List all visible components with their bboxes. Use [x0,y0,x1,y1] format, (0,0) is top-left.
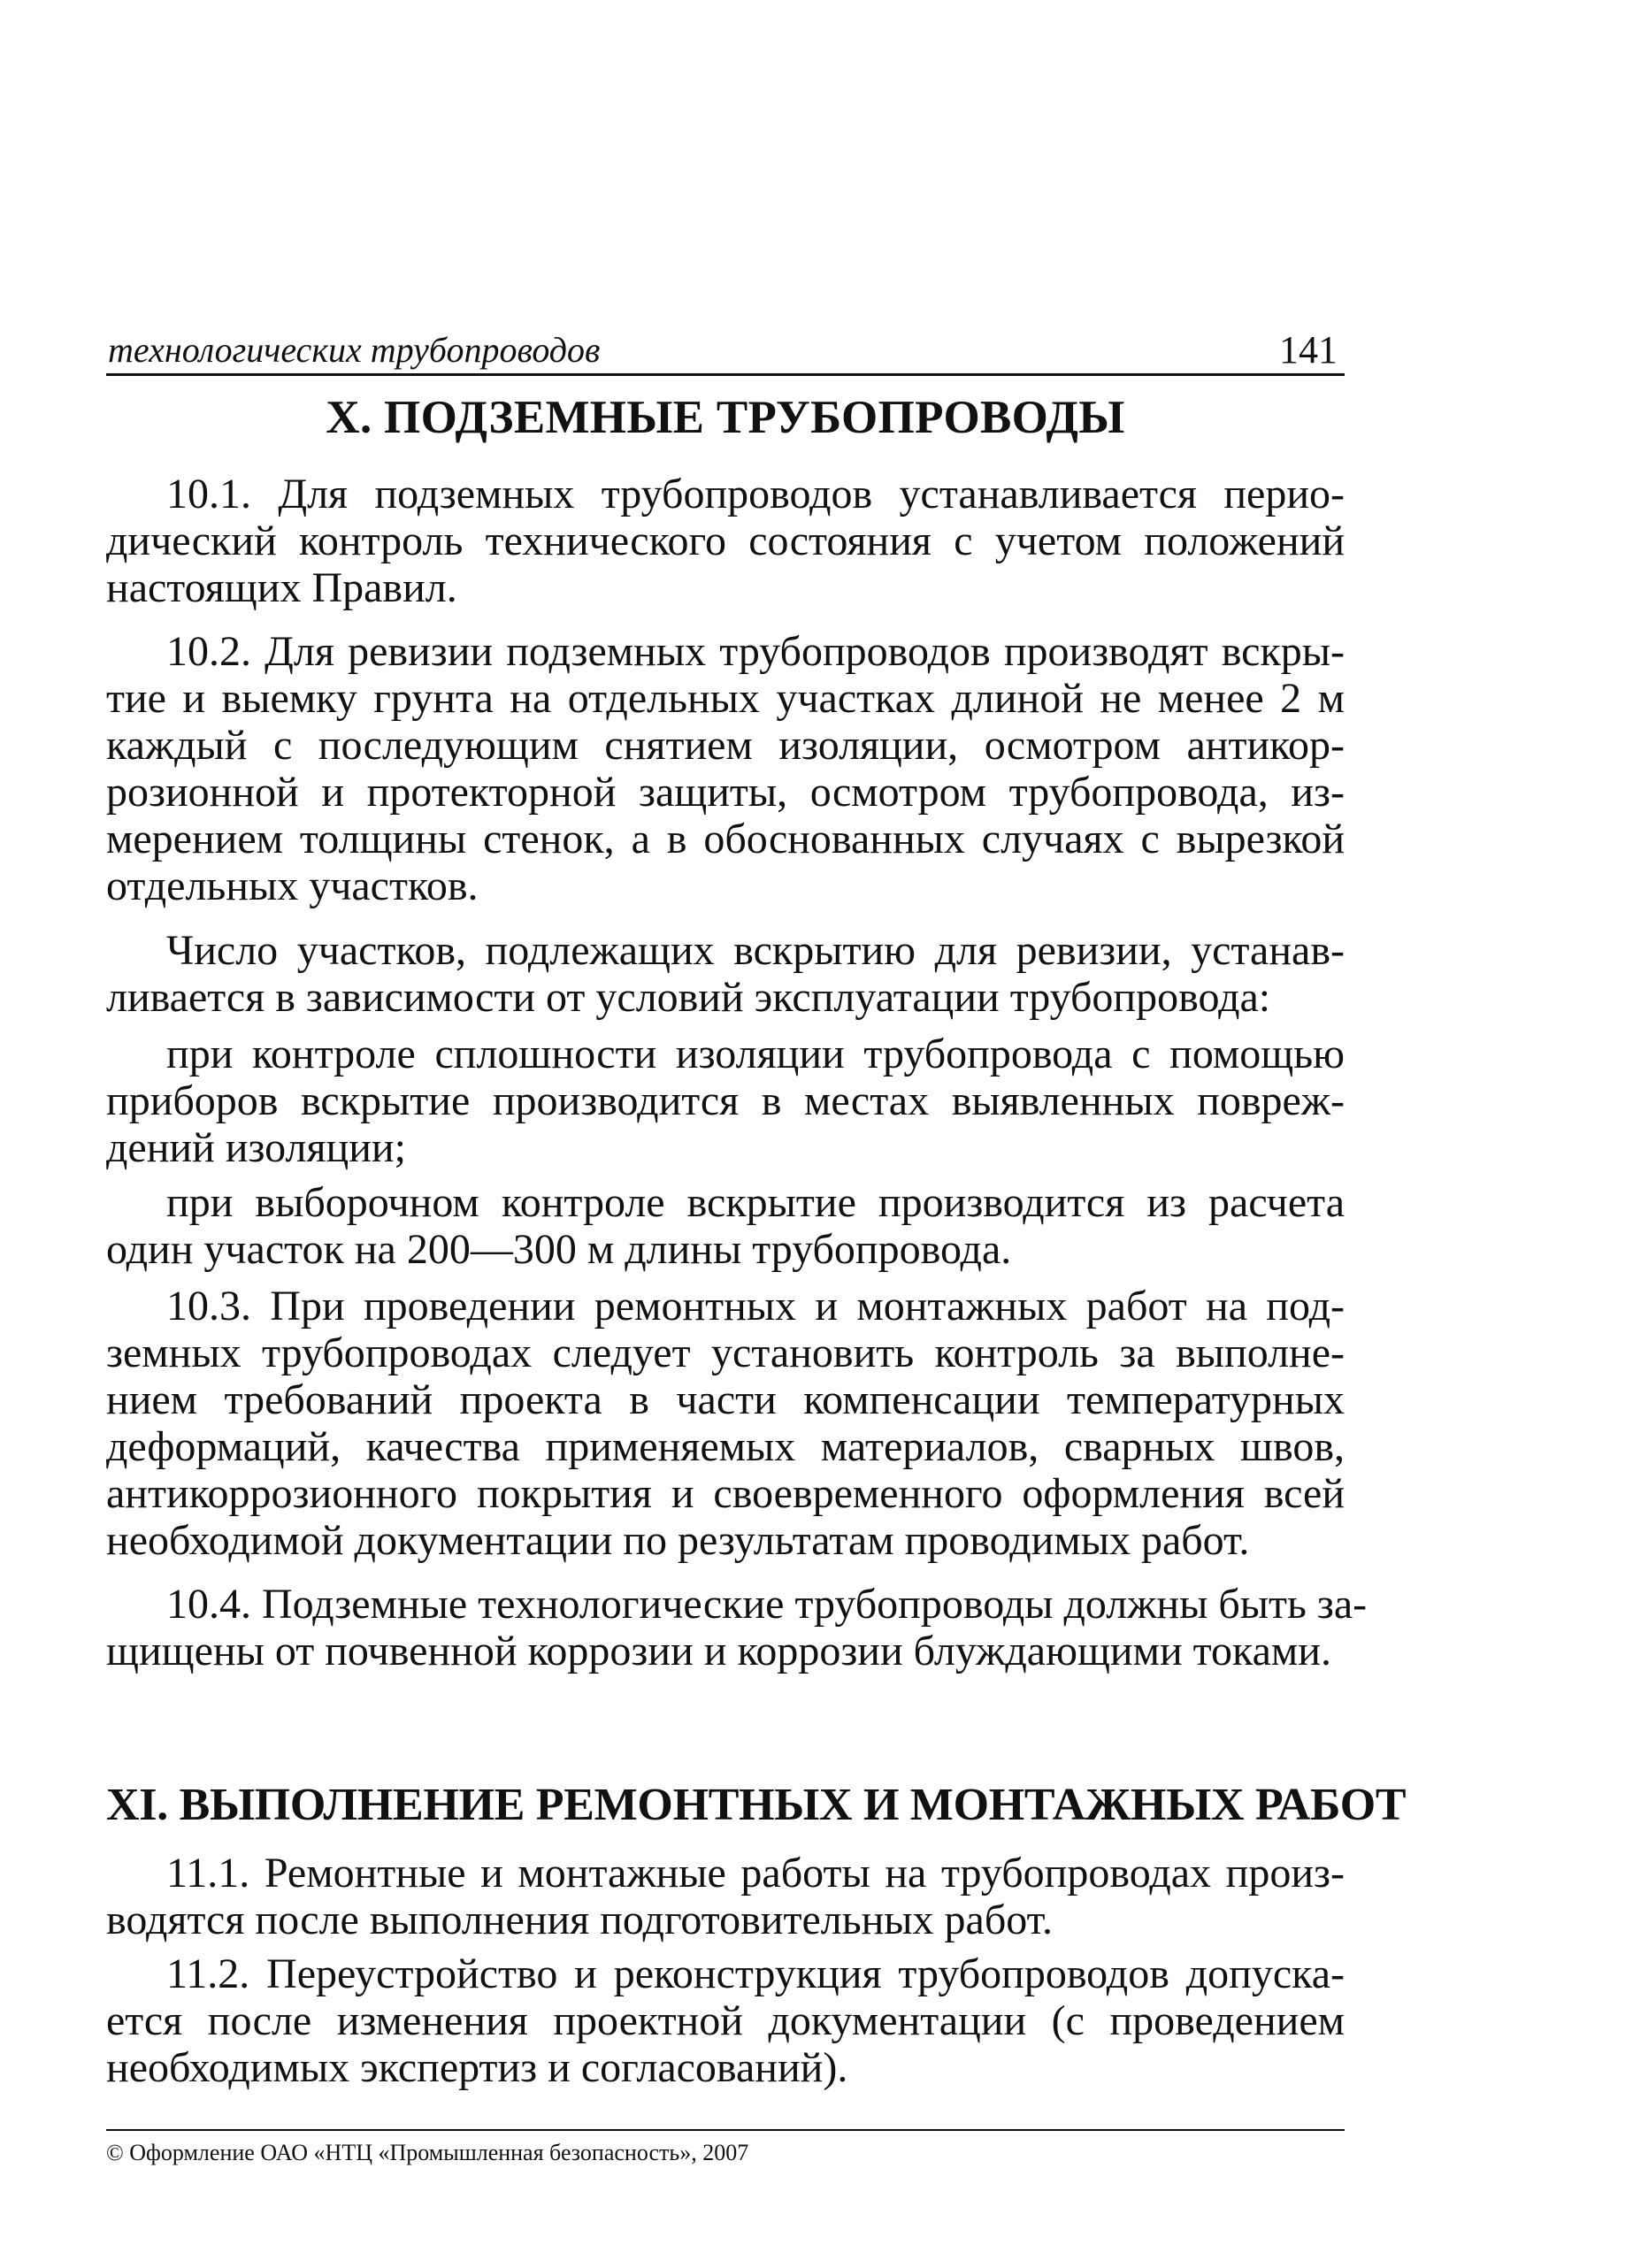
text-line: 11.2. Переустройство и реконструкция трубопроводов допуска- [166,1950,1345,1997]
text-line: водятся после выполнения подготовительных работ. [106,1896,1054,1943]
section-11-title: XI. ВЫПОЛНЕНИЕ РЕМОНТНЫХ И МОНТАЖНЫХ РАБОТ [106,1780,1407,1830]
text-line: 10.3. При проведении ремонтных и монтажных работ на под- [166,1283,1345,1329]
text-line: земных трубопроводах следует установить контроль за выполне- [106,1329,1345,1376]
paragraph-selective-control [106,1179,1345,1273]
copyright-text: © Оформление ОАО «НТЦ «Промышленная безопасность», 2007 [106,2140,749,2165]
page-number: 141 [1279,328,1338,372]
text-line: необходимых экспертиз и согласований). [106,2044,848,2091]
text-line: один участок на 200—300 м длины трубопровода. [106,1226,1012,1273]
text-line: отдельных участков. [106,862,479,909]
text-line: мерением толщины стенок, а в обоснованных случаях с вырезкой [106,816,1345,862]
text-line: 10.2. Для ревизии подземных трубопроводов производят вскры- [166,628,1345,675]
running-header [106,320,1345,376]
paragraph-10-1 [106,471,1345,611]
paragraph-11-2 [106,1950,1345,2091]
paragraph-10-4 [106,1581,1368,1674]
text-line: Число участков, подлежащих вскрытию для ревизии, устанав- [166,927,1345,974]
text-line: дений изоляции; [106,1124,406,1171]
paragraph-section-count [106,927,1345,1021]
text-line: щищены от почвенной коррозии и коррозии блуждающими токами. [106,1628,1331,1674]
text-line: деформаций, качества применяемых материалов, сварных швов, [106,1423,1345,1470]
text-line: при контроле сплошности изоляции трубопровода с помощью [166,1031,1345,1077]
text-line: каждый с последующим снятием изоляции, осмотром антикор- [106,722,1345,769]
running-title: технологических трубопроводов [108,330,601,370]
paragraph-10-2 [106,628,1345,909]
paragraph-insulation-control [106,1031,1345,1171]
text-line: необходимой документации по результатам проводимых работ. [106,1517,1250,1564]
text-line: тие и выемку грунта на отдельных участках длиной не менее 2 м [106,675,1345,722]
text-line: ется после изменения проектной документации (с проведением [106,1997,1345,2044]
paragraph-10-3 [106,1283,1345,1564]
text-line: дический контроль технического состояния с учетом положений [106,517,1345,564]
paragraph-11-1 [106,1850,1345,1943]
text-line: ливается в зависимости от условий эксплуатации трубопровода: [106,974,1271,1021]
copyright-footer [106,2129,1345,2165]
text-line: нием требований проекта в части компенсации температурных [106,1376,1345,1423]
section-10-title: X. ПОДЗЕМНЫЕ ТРУБОПРОВОДЫ [326,392,1125,443]
text-line: 11.1. Ремонтные и монтажные работы на трубопроводах произ- [166,1850,1345,1896]
text-line: розионной и протекторной защиты, осмотром трубопровода, из- [106,769,1345,816]
text-line: 10.4. Подземные технологические трубопроводы должны быть за- [166,1581,1368,1628]
text-line: настоящих Правил. [106,564,457,611]
text-line: приборов вскрытие производится в местах выявленных повреж- [106,1077,1345,1124]
text-line: при выборочном контроле вскрытие производится из расчета [166,1179,1345,1226]
text-line: 10.1. Для подземных трубопроводов устанавливается перио- [166,471,1345,517]
text-line: антикоррозионного покрытия и своевременного оформления всей [106,1470,1345,1517]
